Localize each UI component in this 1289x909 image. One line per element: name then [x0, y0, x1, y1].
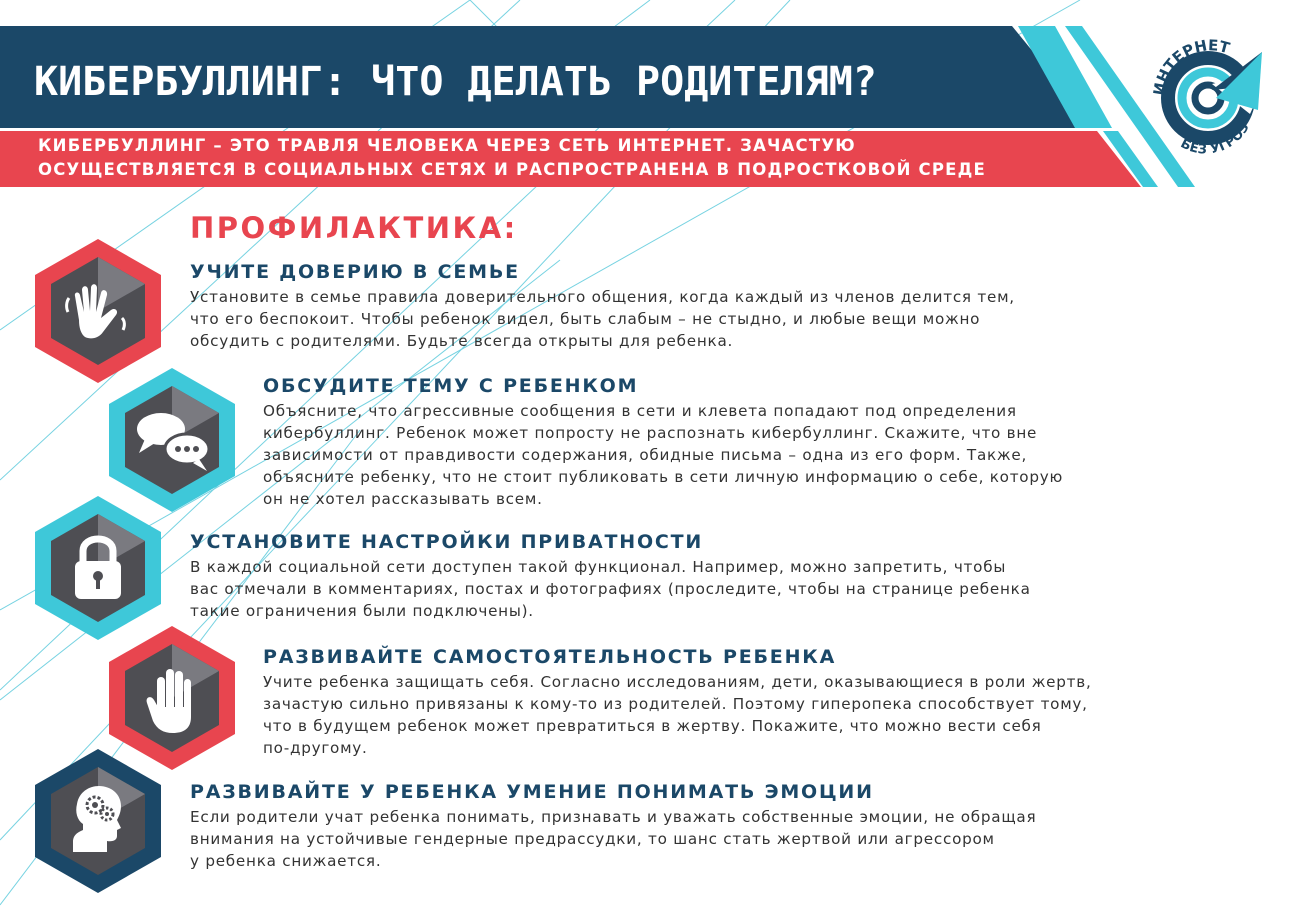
page-title: КИБЕРБУЛЛИНГ: ЧТО ДЕЛАТЬ РОДИТЕЛЯМ?: [34, 59, 877, 105]
tip-title: УЧИТЕ ДОВЕРИЮ В СЕМЬЕ: [190, 261, 520, 283]
logo-bottom-text: БЕЗ УГРОЗ: [1177, 120, 1253, 158]
tip-text: Объясните, что агрессивные сообщения в сети и клевета попадают под определения кибербуллинг. Ребенок может попросту не распознать кибербуллинг. Скажите, что вне зависимости от правдивости содержания, обидные письма – одна из его форм. Также, объясните ребенку, что не стоит публиковать в сети личную информацию о себе, которую он не хотел рассказывать всем.: [263, 402, 1064, 508]
section-heading: ПРОФИЛАКТИКА:: [190, 211, 518, 245]
tip-discuss: [263, 374, 1063, 510]
tip-title: РАЗВИВАЙТЕ У РЕБЕНКА УМЕНИЕ ПОНИМАТЬ ЭМОЦИИ: [190, 781, 874, 803]
tip-text: Учите ребенка защищать себя. Согласно исследованиям, дети, оказывающиеся в роли жертв, зачастую сильно привязаны к кому-то из родителей. Поэтому гиперопека способствует тому, что в будущем ребенок может превратиться в жертву. Покажите, что можно вести себя по-другому.: [263, 673, 1092, 757]
tip-text: В каждой социальной сети доступен такой функционал. Например, можно запретить, чтобы вас отмечали в комментариях, постах и фотографиях (проследите, чтобы на странице ребенка такие ограничения были подключены).: [190, 558, 1031, 620]
hexagon-trust: [33, 238, 163, 384]
hexagon-privacy: [33, 495, 163, 641]
tip-title: ОБСУДИТЕ ТЕМУ С РЕБЕНКОМ: [263, 375, 639, 397]
tip-emotions: [190, 780, 1036, 872]
tip-title: РАЗВИВАЙТЕ САМОСТОЯТЕЛЬНОСТЬ РЕБЕНКА: [263, 646, 837, 668]
subtitle-line: ОСУЩЕСТВЛЯЕТСЯ В СОЦИАЛЬНЫХ СЕТЯХ И РАСПРОСТРАНЕНА В ПОДРОСТКОВОЙ СРЕДЕ: [38, 160, 986, 179]
tip-text: Установите в семье правила доверительного общения, когда каждый из членов делится тем, что его беспокоит. Чтобы ребенок видел, быть слабым – не стыдно, и любые вещи можно обсудить с родителями. Будьте всегда открыты для ребенка.: [190, 288, 1015, 350]
logo: [1150, 18, 1270, 188]
tip-title: УСТАНОВИТЕ НАСТРОЙКИ ПРИВАТНОСТИ: [190, 531, 704, 553]
subtitle-line: КИБЕРБУЛЛИНГ – ЭТО ТРАВЛЯ ЧЕЛОВЕКА ЧЕРЕЗ СЕТЬ ИНТЕРНЕТ. ЗАЧАСТУЮ: [38, 136, 856, 155]
hexagon-discuss: [107, 367, 237, 513]
logo-top-text: ИНТЕРНЕТ: [1150, 36, 1232, 97]
subtitle: [38, 134, 986, 182]
tip-trust: [190, 260, 1015, 352]
tip-text: Если родители учат ребенка понимать, признавать и уважать собственные эмоции, не обращая внимания на устойчивые гендерные предрассудки, то шанс стать жертвой или агрессором у ребенка снижается.: [190, 808, 1037, 870]
tip-independence: [263, 645, 1092, 759]
tip-privacy: [190, 530, 1031, 622]
hexagon-emotions: [33, 748, 163, 894]
